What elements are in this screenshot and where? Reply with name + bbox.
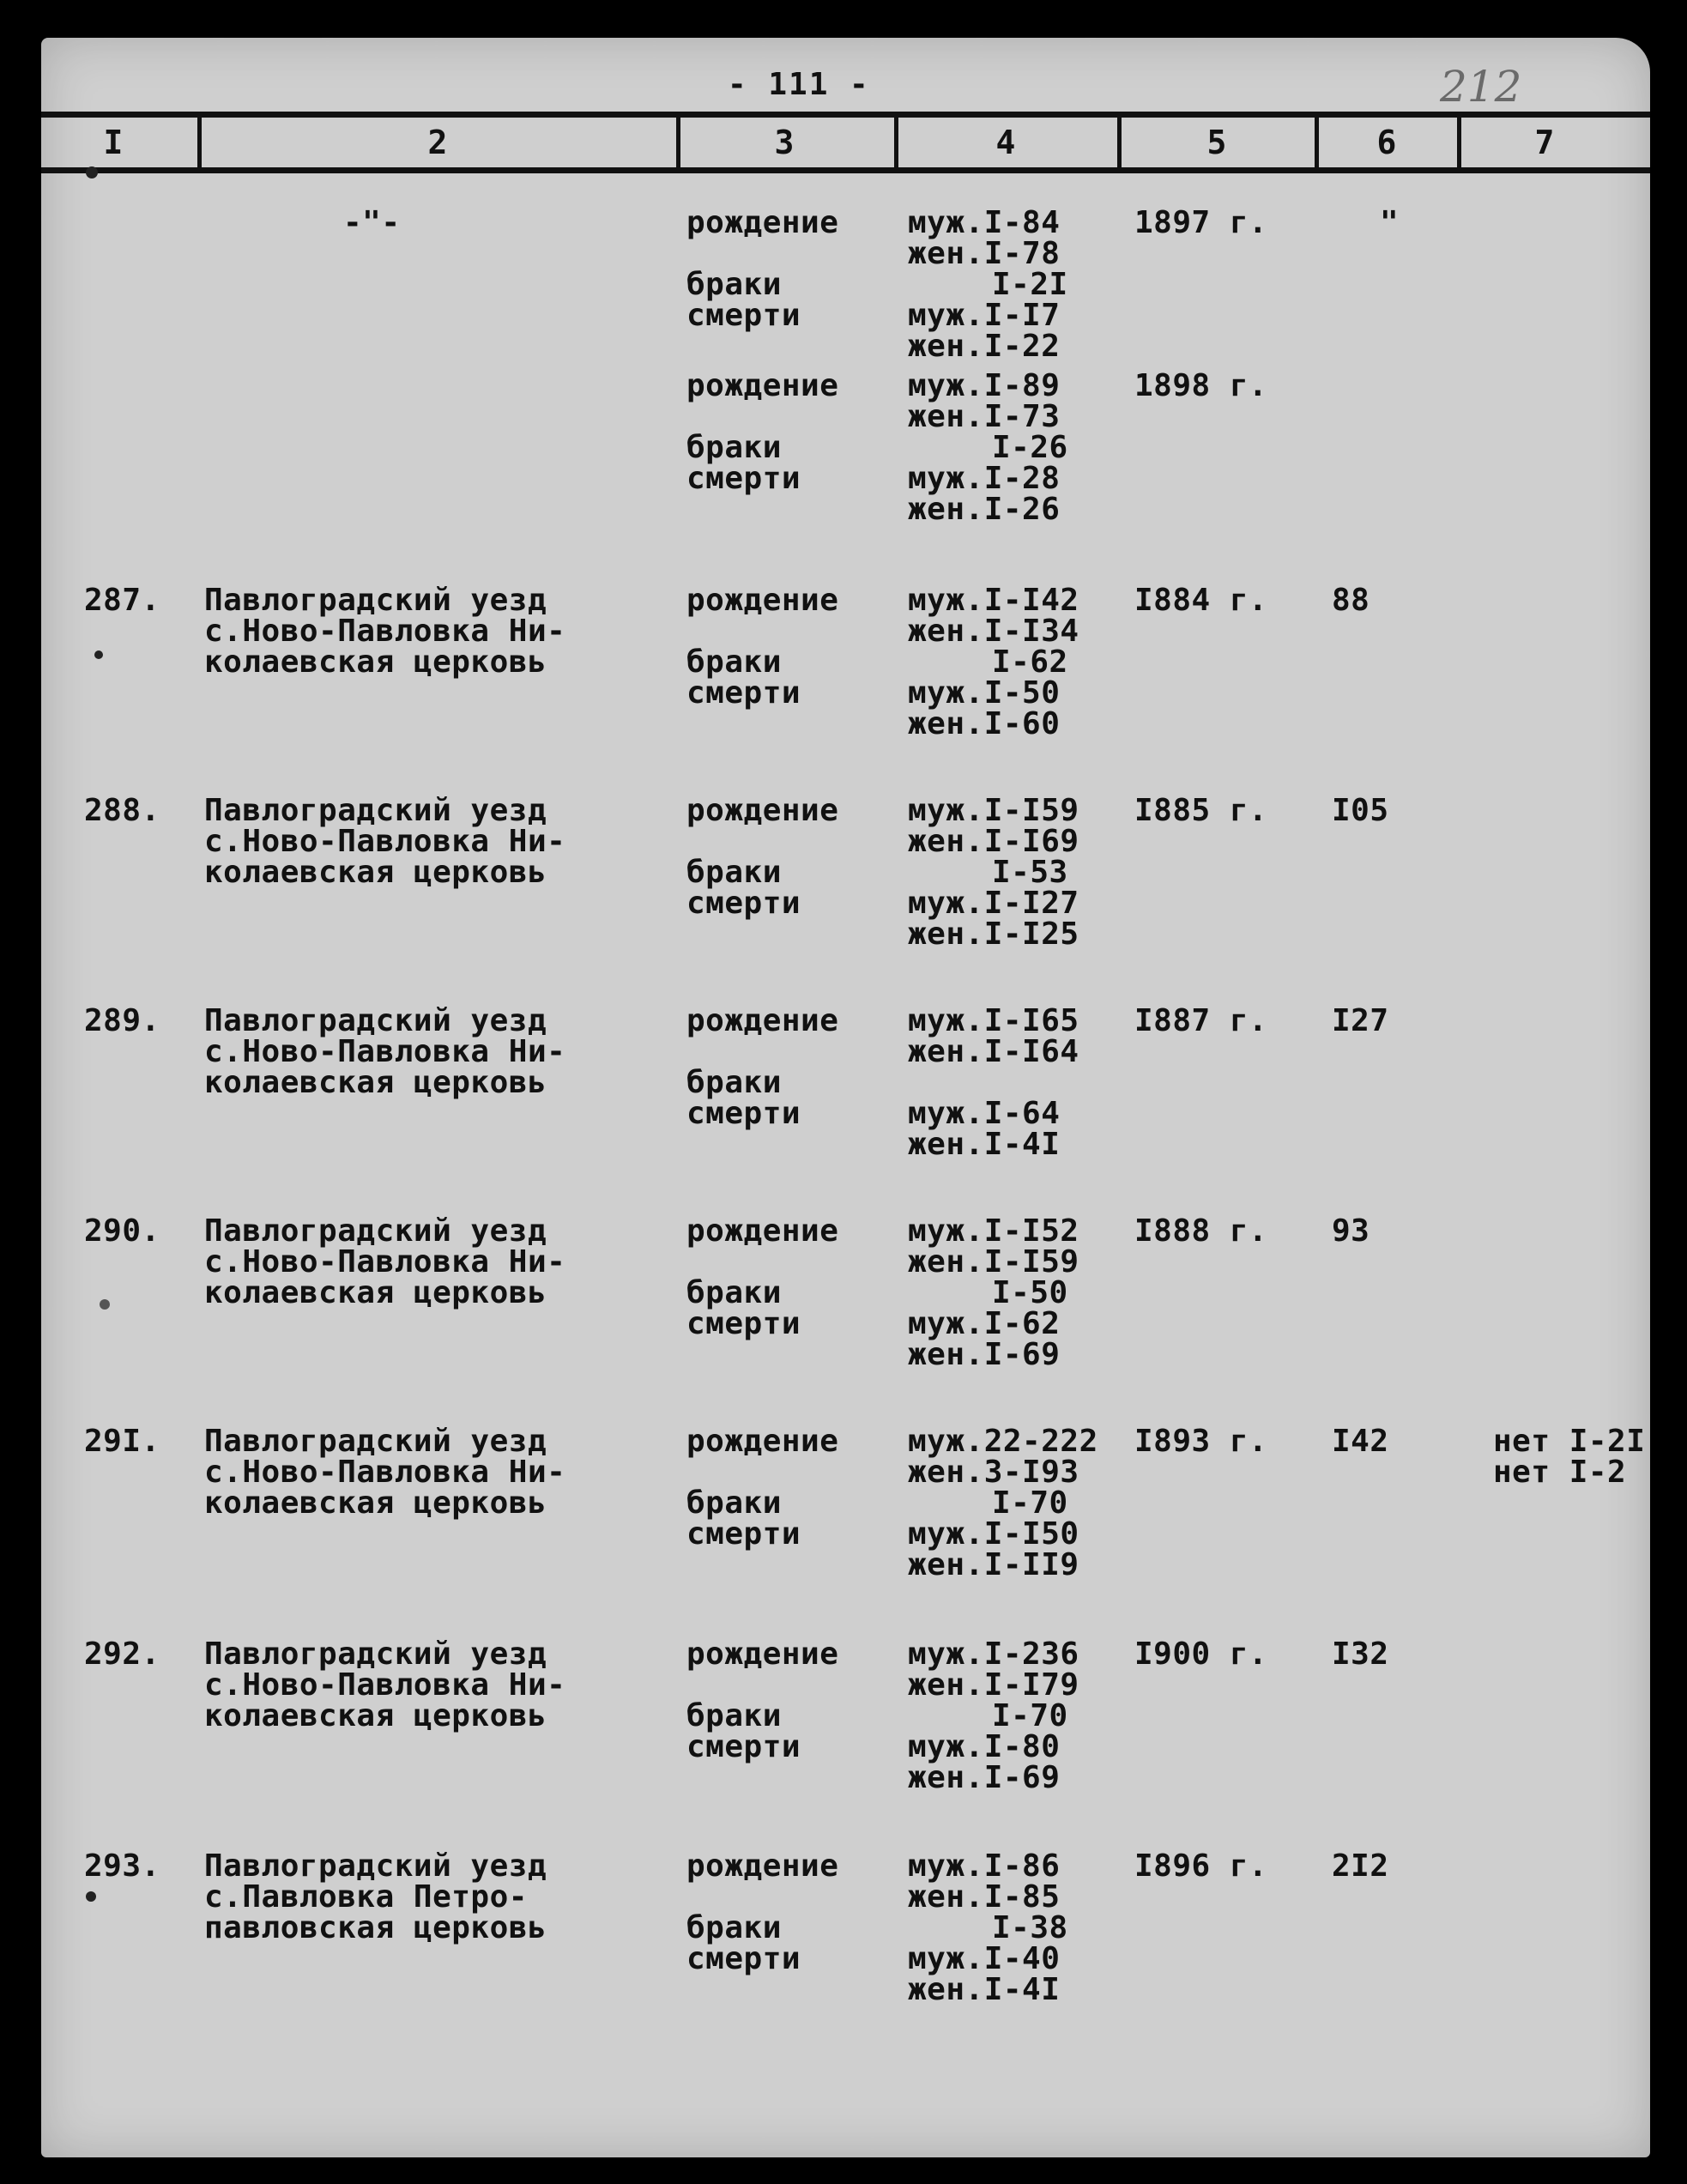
record-types-line: смерти xyxy=(686,1306,801,1341)
record-counts xyxy=(908,1636,1079,1795)
record-counts xyxy=(908,1213,1079,1372)
record-types-line xyxy=(686,494,838,525)
record-types-line: рождение xyxy=(686,1636,839,1672)
column-separator xyxy=(676,113,680,170)
punch-mark xyxy=(100,1299,110,1310)
record-counts-line: I-38 xyxy=(992,1910,1068,1945)
record-counts xyxy=(908,793,1079,952)
record-types-line: браки xyxy=(686,644,782,680)
record-counts-line: муж.22-222 xyxy=(908,1424,1098,1459)
entry-place-line: колаевская церковь xyxy=(204,1485,547,1521)
record-counts-line: муж.I-I50 xyxy=(908,1516,1079,1552)
entry-number: 289. xyxy=(84,1003,160,1038)
record-types-line xyxy=(686,1882,838,1913)
record-counts-line: жен.I-4I xyxy=(908,1127,1061,1162)
entry-place-line: колаевская церковь xyxy=(204,1698,547,1733)
entry-place-line: с.Ново-Павловка Ни- xyxy=(204,1455,566,1490)
record-counts-line: муж.I-28 xyxy=(908,461,1061,496)
entry-place-line: -"- xyxy=(343,205,401,240)
record-types-line: браки xyxy=(686,430,782,465)
record-counts-line: жен.3-I93 xyxy=(908,1455,1079,1490)
entry-number: 292. xyxy=(84,1636,160,1672)
record-counts-line: жен.I-78 xyxy=(908,236,1061,271)
entry-place-line: колаевская церковь xyxy=(204,1065,547,1100)
record-types-line: браки xyxy=(686,1275,782,1310)
record-counts-line: муж.I-I42 xyxy=(908,583,1079,618)
record-types-line xyxy=(686,1037,838,1068)
record-types xyxy=(686,1426,838,1581)
record-year: I893 г. xyxy=(1134,1424,1268,1459)
record-counts-line: жен.I-II9 xyxy=(908,1547,1079,1582)
record-counts xyxy=(908,1426,1098,1581)
record-types-line xyxy=(686,919,838,950)
record-counts-line: I-50 xyxy=(992,1275,1068,1310)
entry-note-line: нет I-2I xyxy=(1493,1424,1646,1459)
record-counts xyxy=(908,1848,1068,2007)
column-separator xyxy=(1315,113,1319,170)
entry-place-line: с.Ново-Павловка Ни- xyxy=(204,1244,566,1280)
record-year: I884 г. xyxy=(1134,583,1268,618)
record-counts-line: жен.I-26 xyxy=(908,492,1061,527)
record-counts-line: жен.I-69 xyxy=(908,1760,1061,1795)
record-types-line xyxy=(686,1975,838,2006)
record-types-line: смерти xyxy=(686,675,801,711)
record-types-line: браки xyxy=(686,855,782,890)
entry-place-line: с.Ново-Павловка Ни- xyxy=(204,1667,566,1703)
record-types-line: рождение xyxy=(686,1003,839,1038)
entry-place-line: с.Ново-Павловка Ни- xyxy=(204,1034,566,1069)
record-counts-line: жен.I-I34 xyxy=(908,614,1079,649)
entry-place-line: Павлоградский уезд xyxy=(204,1424,547,1459)
record-types-line xyxy=(686,1129,838,1160)
record-year: I896 г. xyxy=(1134,1848,1268,1884)
record-counts-line: жен.I-22 xyxy=(908,329,1061,364)
record-counts-line: муж.I-80 xyxy=(908,1729,1061,1764)
record-counts-line: муж.I-64 xyxy=(908,1096,1061,1131)
entry-number: 29I. xyxy=(84,1424,160,1459)
record-types-line xyxy=(686,1340,838,1370)
entry-number: 290. xyxy=(84,1213,160,1249)
book-count: " xyxy=(1380,205,1400,240)
book-count: I27 xyxy=(1332,1003,1389,1038)
record-year: I888 г. xyxy=(1134,1213,1268,1249)
record-types-line: рождение xyxy=(686,1213,839,1249)
entry-place xyxy=(343,205,401,240)
record-counts xyxy=(908,585,1079,740)
record-types-line xyxy=(686,239,838,269)
column-header-5: 5 xyxy=(1206,124,1227,161)
column-header-1: I xyxy=(103,124,124,161)
record-counts-line: муж.I-50 xyxy=(908,675,1061,711)
book-count: I32 xyxy=(1332,1636,1389,1672)
punch-mark xyxy=(86,166,98,178)
record-types-line: рождение xyxy=(686,1424,839,1459)
record-types xyxy=(686,368,839,525)
entry-place-line: колаевская церковь xyxy=(204,1275,547,1310)
entry-place-line: с.Павловка Петро- xyxy=(204,1879,528,1915)
record-types-line: смерти xyxy=(686,1096,801,1131)
entry-place-line: колаевская церковь xyxy=(204,644,547,680)
record-counts-line: I-2I xyxy=(992,267,1068,302)
record-counts-line: муж.I-236 xyxy=(908,1636,1079,1672)
column-separator xyxy=(1117,113,1122,170)
entry-place-line: Павлоградский уезд xyxy=(204,1213,547,1249)
entry-place-line: Павлоградский уезд xyxy=(204,1636,547,1672)
record-counts-line: жен.I-I79 xyxy=(908,1667,1079,1703)
record-types-line: смерти xyxy=(686,886,801,921)
record-counts-line: жен.I-60 xyxy=(908,706,1061,741)
record-types xyxy=(686,793,839,950)
column-separator xyxy=(197,113,202,170)
column-header-2: 2 xyxy=(427,124,448,161)
record-types-line xyxy=(686,709,838,740)
record-types xyxy=(686,1848,839,2006)
record-counts-line: жен.I-I59 xyxy=(908,1244,1079,1280)
record-counts-line: жен.I-4I xyxy=(908,1972,1061,2007)
entry-place xyxy=(204,1426,565,1519)
header-rule-bottom xyxy=(41,167,1650,173)
record-year: 1898 г. xyxy=(1134,368,1268,403)
book-count: 88 xyxy=(1332,583,1370,618)
record-types-line: смерти xyxy=(686,1516,801,1552)
record-counts-line: I-62 xyxy=(992,644,1068,680)
record-year: I900 г. xyxy=(1134,1636,1268,1672)
record-types xyxy=(686,205,839,362)
record-types xyxy=(686,1213,839,1370)
column-separator xyxy=(894,113,898,170)
record-counts-line: муж.I-I65 xyxy=(908,1003,1079,1038)
record-counts xyxy=(908,1003,1079,1162)
entry-place-line: Павлоградский уезд xyxy=(204,1003,547,1038)
record-counts-line: муж.I-62 xyxy=(908,1306,1061,1341)
book-count: 93 xyxy=(1332,1213,1370,1249)
document-page xyxy=(41,38,1650,2157)
entry-place-line: колаевская церковь xyxy=(204,855,547,890)
column-separator xyxy=(1457,113,1461,170)
punch-mark xyxy=(86,1891,96,1902)
record-counts xyxy=(908,368,1068,527)
record-types-line xyxy=(686,1457,838,1488)
column-header-7: 7 xyxy=(1534,124,1555,161)
record-counts-line: жен.I-85 xyxy=(908,1879,1061,1915)
book-count: 2I2 xyxy=(1332,1848,1389,1884)
record-types-line: браки xyxy=(686,1698,782,1733)
record-year: I885 г. xyxy=(1134,793,1268,828)
record-year: I887 г. xyxy=(1134,1003,1268,1038)
record-counts-line: жен.I-I64 xyxy=(908,1034,1079,1069)
header-rule-top xyxy=(41,112,1650,118)
record-types-line: браки xyxy=(686,1065,782,1100)
record-types-line xyxy=(686,402,838,433)
column-header-4: 4 xyxy=(995,124,1016,161)
record-types-line: смерти xyxy=(686,461,801,496)
record-types-line: браки xyxy=(686,1910,782,1945)
entry-place-line: Павлоградский уезд xyxy=(204,793,547,828)
entry-place xyxy=(204,1213,566,1310)
entry-place-line: Павлоградский уезд xyxy=(204,583,547,618)
book-count: I05 xyxy=(1332,793,1389,828)
record-counts-line xyxy=(908,1068,1079,1098)
page-number: - 111 - xyxy=(728,67,870,102)
entry-place-line: с.Ново-Павловка Ни- xyxy=(204,824,566,859)
entry-place-line: Павлоградский уезд xyxy=(204,1848,547,1884)
record-types-line xyxy=(686,826,838,857)
entry-note-line: нет I-2 xyxy=(1493,1455,1627,1490)
record-counts-line: жен.I-73 xyxy=(908,399,1061,434)
record-counts-line: I-26 xyxy=(992,430,1068,465)
archive-sheet-number: 212 xyxy=(1440,62,1522,112)
record-types-line xyxy=(686,1763,838,1794)
record-counts-line: I-70 xyxy=(992,1698,1068,1733)
record-counts-line: муж.I-I27 xyxy=(908,886,1079,921)
record-types-line: браки xyxy=(686,267,782,302)
entry-place-line: с.Ново-Павловка Ни- xyxy=(204,614,566,649)
record-types-line: смерти xyxy=(686,1729,801,1764)
record-types-line: браки xyxy=(686,1485,782,1521)
entry-note xyxy=(1493,1426,1645,1488)
record-counts-line: жен.I-I25 xyxy=(908,917,1079,952)
record-types xyxy=(686,1636,839,1794)
record-counts-line: муж.I-84 xyxy=(908,205,1061,240)
record-types xyxy=(686,1003,839,1160)
record-types-line: смерти xyxy=(686,298,801,333)
entry-place xyxy=(204,793,566,890)
entry-number: 293. xyxy=(84,1848,160,1884)
entry-place xyxy=(204,1636,566,1733)
record-types-line xyxy=(686,1550,838,1581)
record-types-line xyxy=(686,616,838,647)
record-types-line: смерти xyxy=(686,1941,801,1976)
entry-place xyxy=(204,585,565,678)
entry-place-line: павловская церковь xyxy=(204,1910,547,1945)
record-year: 1897 г. xyxy=(1134,205,1268,240)
record-types-line: рождение xyxy=(686,368,839,403)
record-counts-line: I-53 xyxy=(992,855,1068,890)
record-types-line: рождение xyxy=(686,205,839,240)
record-counts xyxy=(908,205,1068,364)
record-counts-line: муж.I-89 xyxy=(908,368,1061,403)
record-types-line xyxy=(686,1247,838,1278)
column-header-3: 3 xyxy=(774,124,795,161)
record-types-line xyxy=(686,331,838,362)
record-types-line: рождение xyxy=(686,1848,839,1884)
entry-place xyxy=(204,1848,547,1945)
record-types-line: рождение xyxy=(686,583,839,618)
record-types xyxy=(686,585,838,740)
record-counts-line: муж.I-86 xyxy=(908,1848,1061,1884)
record-counts-line: жен.I-I69 xyxy=(908,824,1079,859)
record-types-line xyxy=(686,1670,838,1701)
record-counts-line: муж.I-I52 xyxy=(908,1213,1079,1249)
entry-number: 288. xyxy=(84,793,160,828)
record-counts-line: муж.I-40 xyxy=(908,1941,1061,1976)
punch-mark xyxy=(94,650,103,659)
entry-number: 287. xyxy=(84,583,160,618)
column-header-6: 6 xyxy=(1376,124,1397,161)
record-counts-line: муж.I-I59 xyxy=(908,793,1079,828)
record-types-line: рождение xyxy=(686,793,839,828)
record-counts-line: I-70 xyxy=(992,1485,1068,1521)
record-counts-line: муж.I-I7 xyxy=(908,298,1061,333)
record-counts-line: жен.I-69 xyxy=(908,1337,1061,1372)
book-count: I42 xyxy=(1332,1424,1389,1459)
entry-place xyxy=(204,1003,566,1100)
